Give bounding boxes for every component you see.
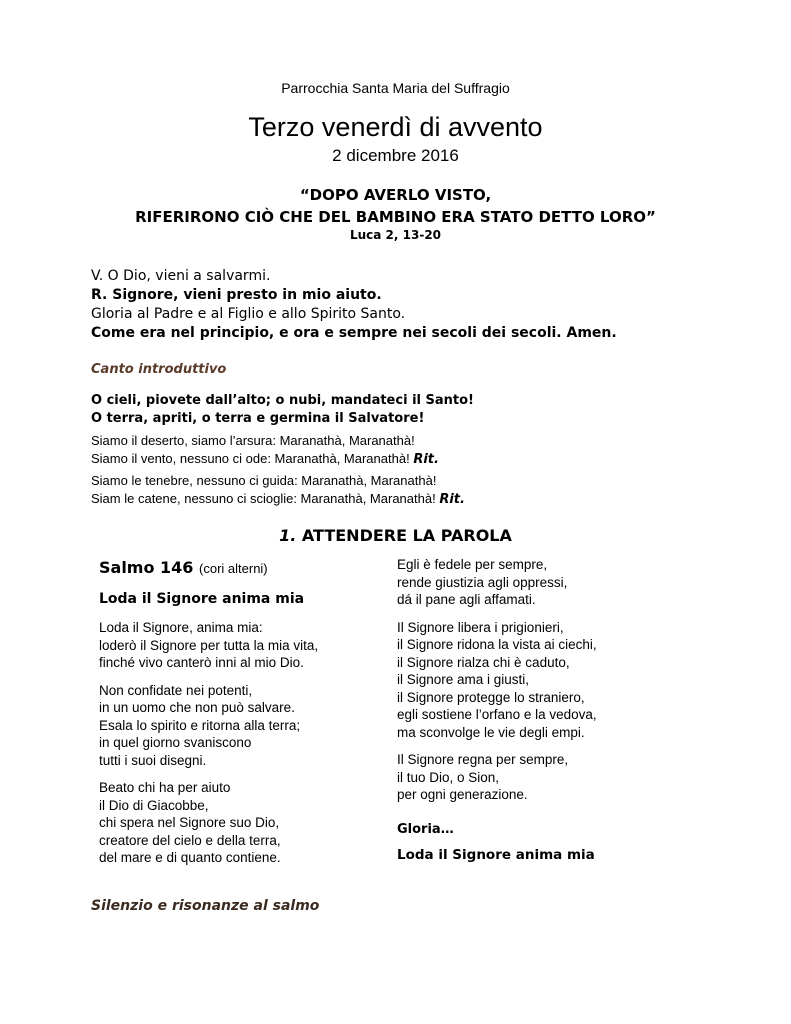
- stanza-line: Egli è fedele per sempre,: [397, 557, 548, 572]
- psalm-stanza: [99, 619, 389, 672]
- section-heading: [0, 526, 791, 545]
- stanza-line: il Signore ridona la vista ai ciechi,: [397, 637, 597, 652]
- stanza-line: per ogni generazione.: [397, 787, 528, 802]
- psalm-right-column: [397, 556, 697, 863]
- canto-label: Canto introduttivo: [91, 362, 227, 377]
- intro-line: V. O Dio, vieni a salvarmi.: [91, 268, 271, 284]
- stanza-line: rende giustizia agli oppressi,: [397, 574, 568, 590]
- section-title: ATTENDERE LA PAROLA: [301, 526, 512, 545]
- intro-line: Gloria al Padre e al Figlio e allo Spirito Santo.: [91, 306, 406, 322]
- psalm-title: [99, 558, 389, 577]
- gloria-line: Gloria…: [397, 821, 454, 837]
- stanza-line: il tuo Dio, o Sion,: [397, 769, 500, 785]
- stanza-line: creatore del cielo e della terra,: [99, 832, 281, 848]
- psalm-note: (cori alterni): [199, 561, 268, 576]
- rit-marker: Rit.: [413, 452, 439, 467]
- verse-line: Siamo il deserto, siamo l’arsura: Maranathà, Maranathà!: [91, 433, 415, 448]
- quote-line-1: “DOPO AVERLO VISTO,: [299, 186, 492, 204]
- stanza-line: il Signore rialza chi è caduto,: [397, 654, 570, 670]
- canto-verse-2: [91, 472, 711, 509]
- stanza-line: Beato chi ha per aiuto: [99, 780, 231, 795]
- verse-line: [91, 450, 711, 469]
- verse-text: Siam le catene, nessuno ci scioglie: Maranathà, Maranathà!: [91, 491, 436, 506]
- psalm-number: Salmo 146: [99, 558, 194, 577]
- psalm-stanza: [99, 779, 389, 867]
- stanza-line: in un uomo che non può salvare.: [99, 700, 295, 715]
- stanza-line: Loda il Signore, anima mia:: [99, 620, 263, 635]
- stanza-line: Esala lo spirito e ritorna alla terra;: [99, 717, 301, 733]
- gospel-reference: Luca 2, 13-20: [349, 228, 442, 242]
- refrain-line: O cieli, piovete dall’alto; o nubi, mandateci il Santo!: [91, 393, 474, 408]
- stanza-line: loderò il Signore per tutta la mia vita,: [99, 637, 319, 653]
- stanza-line: ma sconvolge le vie degli empi.: [397, 724, 585, 740]
- intro-line: R. Signore, vieni presto in mio aiuto.: [91, 287, 382, 303]
- stanza-line: Il Signore regna per sempre,: [397, 752, 569, 767]
- stanza-line: finché vivo canterò inni al mio Dio.: [99, 655, 304, 670]
- date: 2 dicembre 2016: [332, 146, 459, 165]
- stanza-line: in quel giorno svaniscono: [99, 735, 252, 750]
- verse-line: [91, 490, 711, 509]
- stanza-line: il Dio di Giacobbe,: [99, 797, 209, 813]
- psalm-stanza: [397, 619, 697, 742]
- stanza-line: chi spera nel Signore suo Dio,: [99, 815, 280, 830]
- quote-line-2: RIFERIRONO CIÒ CHE DEL BAMBINO ERA STATO DETTO LORO”: [135, 208, 656, 226]
- stanza-line: il Signore ama i giusti,: [397, 672, 530, 687]
- stanza-line: Il Signore libera i prigionieri,: [397, 619, 564, 635]
- psalm-stanza: [397, 751, 697, 804]
- silence-label: Silenzio e risonanze al salmo: [91, 898, 320, 914]
- stanza-line: egli sostiene l’orfano e la vedova,: [397, 707, 597, 722]
- refrain-line: O terra, apriti, o terra e germina il Salvatore!: [91, 411, 425, 426]
- closing-antiphon: Loda il Signore anima mia: [397, 846, 595, 863]
- page-title: Terzo venerdì di avvento: [248, 112, 543, 142]
- parish-name: Parrocchia Santa Maria del Suffragio: [281, 80, 510, 96]
- stanza-line: dá il pane agli affamati.: [397, 592, 536, 607]
- stanza-line: Non confidate nei potenti,: [99, 682, 253, 698]
- canto-refrain: [91, 392, 711, 428]
- psalm-stanza: [397, 556, 697, 609]
- psalm-left-column: [99, 558, 389, 867]
- canto-verse-1: [91, 432, 711, 469]
- psalm-antiphon: Loda il Signore anima mia: [99, 591, 305, 607]
- stanza-line: del mare e di quanto contiene.: [99, 850, 281, 865]
- stanza-line: tutti i suoi disegni.: [99, 752, 207, 768]
- intro-line: Come era nel principio, e ora e sempre nei secoli dei secoli. Amen.: [91, 325, 617, 341]
- verse-line: Siamo le tenebre, nessuno ci guida: Maranathà, Maranathà!: [91, 473, 437, 488]
- stanza-line: il Signore protegge lo straniero,: [397, 689, 585, 705]
- psalm-stanza: [99, 682, 389, 770]
- verse-text: Siamo il vento, nessuno ci ode: Maranathà, Maranathà!: [91, 451, 410, 466]
- gospel-quote: [0, 184, 791, 228]
- rit-marker: Rit.: [439, 492, 465, 507]
- opening-verses: [91, 267, 711, 343]
- section-number: 1.: [279, 526, 297, 545]
